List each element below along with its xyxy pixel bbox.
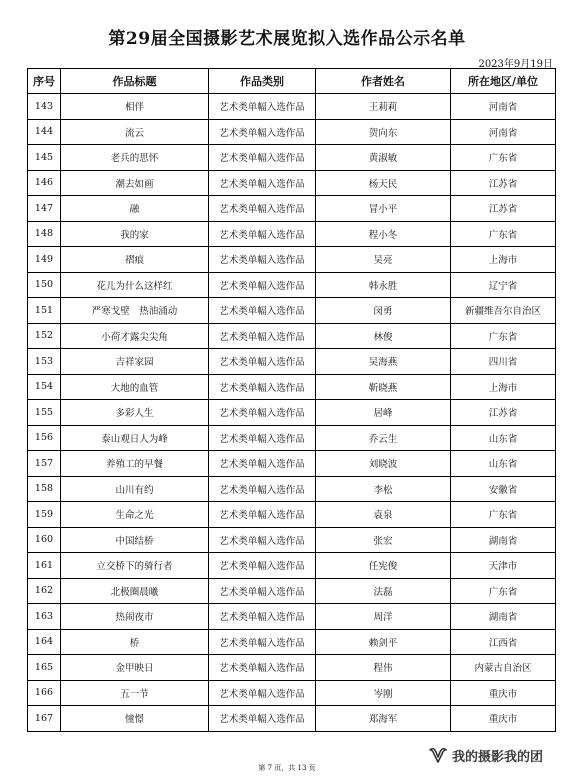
cell-author: 刘晓波 bbox=[316, 451, 451, 477]
cell-category: 艺术类单幅入选作品 bbox=[209, 170, 316, 196]
cell-category: 艺术类单幅入选作品 bbox=[209, 706, 316, 732]
cell-author: 韩永胜 bbox=[316, 272, 451, 298]
cell-category: 艺术类单幅入选作品 bbox=[209, 349, 316, 375]
header-category: 作品类别 bbox=[209, 69, 316, 94]
cell-title: 金甲映日 bbox=[61, 655, 209, 681]
cell-region: 辽宁省 bbox=[451, 272, 556, 298]
table-header-row bbox=[28, 69, 556, 94]
cell-title: 大地的血管 bbox=[61, 374, 209, 400]
table-row bbox=[28, 272, 556, 298]
cell-author: 程伟 bbox=[316, 655, 451, 681]
cell-category: 艺术类单幅入选作品 bbox=[209, 553, 316, 579]
cell-region: 广东省 bbox=[451, 221, 556, 247]
cell-author: 张宏 bbox=[316, 527, 451, 553]
cell-title: 流云 bbox=[61, 119, 209, 145]
cell-author: 杨天民 bbox=[316, 170, 451, 196]
cell-region: 湖南省 bbox=[451, 604, 556, 630]
cell-region: 湖南省 bbox=[451, 527, 556, 553]
cell-no: 150 bbox=[28, 272, 61, 298]
cell-region: 内蒙古自治区 bbox=[451, 655, 556, 681]
cell-region: 广东省 bbox=[451, 323, 556, 349]
cell-author: 乔云生 bbox=[316, 425, 451, 451]
table-row bbox=[28, 502, 556, 528]
cell-region: 广东省 bbox=[451, 578, 556, 604]
cell-title: 多彩人生 bbox=[61, 400, 209, 426]
cell-no: 145 bbox=[28, 145, 61, 171]
cell-title: 我的家 bbox=[61, 221, 209, 247]
cell-author: 居峰 bbox=[316, 400, 451, 426]
cell-region: 江苏省 bbox=[451, 170, 556, 196]
cell-region: 新疆维吾尔自治区 bbox=[451, 298, 556, 324]
cell-title: 立交桥下的骑行者 bbox=[61, 553, 209, 579]
cell-author: 贺向东 bbox=[316, 119, 451, 145]
cell-author: 岑刚 bbox=[316, 680, 451, 706]
cell-title: 五一节 bbox=[61, 680, 209, 706]
table-row bbox=[28, 655, 556, 681]
table-row bbox=[28, 323, 556, 349]
cell-category: 艺术类单幅入选作品 bbox=[209, 196, 316, 222]
table-row bbox=[28, 298, 556, 324]
cell-no: 143 bbox=[28, 94, 61, 120]
cell-category: 艺术类单幅入选作品 bbox=[209, 451, 316, 477]
table-row bbox=[28, 349, 556, 375]
cell-no: 161 bbox=[28, 553, 61, 579]
cell-region: 安徽省 bbox=[451, 476, 556, 502]
cell-no: 163 bbox=[28, 604, 61, 630]
cell-author: 赖剑平 bbox=[316, 629, 451, 655]
cell-region: 重庆市 bbox=[451, 680, 556, 706]
cell-title: 山川有约 bbox=[61, 476, 209, 502]
cell-no: 157 bbox=[28, 451, 61, 477]
cell-title: 热闹夜市 bbox=[61, 604, 209, 630]
cell-no: 151 bbox=[28, 298, 61, 324]
cell-no: 162 bbox=[28, 578, 61, 604]
cell-author: 郑海军 bbox=[316, 706, 451, 732]
cell-category: 艺术类单幅入选作品 bbox=[209, 476, 316, 502]
cell-region: 重庆市 bbox=[451, 706, 556, 732]
cell-no: 144 bbox=[28, 119, 61, 145]
header-region: 所在地区/单位 bbox=[451, 69, 556, 94]
cell-no: 165 bbox=[28, 655, 61, 681]
cell-category: 艺术类单幅入选作品 bbox=[209, 119, 316, 145]
entries-table bbox=[27, 68, 556, 732]
table-row bbox=[28, 451, 556, 477]
cell-title: 北极圈晨曦 bbox=[61, 578, 209, 604]
cell-no: 166 bbox=[28, 680, 61, 706]
cell-region: 河南省 bbox=[451, 119, 556, 145]
table-row bbox=[28, 425, 556, 451]
table-row bbox=[28, 706, 556, 732]
table-row bbox=[28, 629, 556, 655]
cell-title: 中国结桥 bbox=[61, 527, 209, 553]
cell-title: 花儿为什么这样红 bbox=[61, 272, 209, 298]
cell-no: 154 bbox=[28, 374, 61, 400]
table-row bbox=[28, 247, 556, 273]
cell-title: 泰山观日人为峰 bbox=[61, 425, 209, 451]
cell-author: 周洋 bbox=[316, 604, 451, 630]
cell-region: 天津市 bbox=[451, 553, 556, 579]
cell-region: 山东省 bbox=[451, 425, 556, 451]
cell-category: 艺术类单幅入选作品 bbox=[209, 604, 316, 630]
cell-title: 潮去如画 bbox=[61, 170, 209, 196]
cell-author: 黄淑敏 bbox=[316, 145, 451, 171]
page-title: 第29届全国摄影艺术展览拟入选作品公示名单 bbox=[108, 29, 466, 49]
cell-category: 艺术类单幅入选作品 bbox=[209, 145, 316, 171]
cell-author: 袁泉 bbox=[316, 502, 451, 528]
cell-no: 148 bbox=[28, 221, 61, 247]
table-row bbox=[28, 119, 556, 145]
cell-category: 艺术类单幅入选作品 bbox=[209, 680, 316, 706]
cell-category: 艺术类单幅入选作品 bbox=[209, 400, 316, 426]
table-row bbox=[28, 170, 556, 196]
cell-author: 林俊 bbox=[316, 323, 451, 349]
publish-date: 2023年9月19日 bbox=[478, 59, 553, 70]
cell-region: 四川省 bbox=[451, 349, 556, 375]
cell-region: 江苏省 bbox=[451, 196, 556, 222]
cell-category: 艺术类单幅入选作品 bbox=[209, 247, 316, 273]
cell-category: 艺术类单幅入选作品 bbox=[209, 578, 316, 604]
cell-author: 李松 bbox=[316, 476, 451, 502]
table-row bbox=[28, 145, 556, 171]
cell-no: 147 bbox=[28, 196, 61, 222]
cell-category: 艺术类单幅入选作品 bbox=[209, 527, 316, 553]
table-row bbox=[28, 476, 556, 502]
cell-title: 小荷才露尖尖角 bbox=[61, 323, 209, 349]
cell-no: 146 bbox=[28, 170, 61, 196]
cell-region: 广东省 bbox=[451, 502, 556, 528]
header-no: 序号 bbox=[28, 69, 61, 94]
cell-author: 程小冬 bbox=[316, 221, 451, 247]
cell-author: 任宪俊 bbox=[316, 553, 451, 579]
cell-title: 融 bbox=[61, 196, 209, 222]
cell-no: 160 bbox=[28, 527, 61, 553]
table-row bbox=[28, 196, 556, 222]
cell-author: 冒小平 bbox=[316, 196, 451, 222]
cell-title: 褶痕 bbox=[61, 247, 209, 273]
cell-region: 江苏省 bbox=[451, 400, 556, 426]
cell-category: 艺术类单幅入选作品 bbox=[209, 94, 316, 120]
table-row bbox=[28, 374, 556, 400]
cell-no: 153 bbox=[28, 349, 61, 375]
table-row bbox=[28, 604, 556, 630]
cell-no: 164 bbox=[28, 629, 61, 655]
cell-category: 艺术类单幅入选作品 bbox=[209, 629, 316, 655]
header-title: 作品标题 bbox=[61, 69, 209, 94]
cell-author: 王莉莉 bbox=[316, 94, 451, 120]
table-row bbox=[28, 578, 556, 604]
header-author: 作者姓名 bbox=[316, 69, 451, 94]
cell-region: 广东省 bbox=[451, 145, 556, 171]
page-number: 第 7 页，共 13 页 bbox=[258, 764, 316, 772]
table-row bbox=[28, 553, 556, 579]
table-row bbox=[28, 680, 556, 706]
cell-category: 艺术类单幅入选作品 bbox=[209, 374, 316, 400]
cell-title: 憧憬 bbox=[61, 706, 209, 732]
cell-category: 艺术类单幅入选作品 bbox=[209, 323, 316, 349]
cell-title: 生命之光 bbox=[61, 502, 209, 528]
cell-author: 吴亮 bbox=[316, 247, 451, 273]
table-row bbox=[28, 94, 556, 120]
cell-title: 老兵的思怀 bbox=[61, 145, 209, 171]
cell-region: 上海市 bbox=[451, 247, 556, 273]
cell-no: 158 bbox=[28, 476, 61, 502]
table-row bbox=[28, 221, 556, 247]
cell-title: 养殖工的早餐 bbox=[61, 451, 209, 477]
account-watermark bbox=[428, 744, 543, 766]
cell-region: 山东省 bbox=[451, 451, 556, 477]
wechat-channel-icon bbox=[428, 746, 448, 764]
cell-category: 艺术类单幅入选作品 bbox=[209, 298, 316, 324]
watermark-text: 我的摄影我的团 bbox=[452, 749, 544, 765]
cell-no: 152 bbox=[28, 323, 61, 349]
cell-author: 法磊 bbox=[316, 578, 451, 604]
cell-category: 艺术类单幅入选作品 bbox=[209, 272, 316, 298]
cell-region: 江西省 bbox=[451, 629, 556, 655]
cell-category: 艺术类单幅入选作品 bbox=[209, 502, 316, 528]
cell-title: 桥 bbox=[61, 629, 209, 655]
cell-author: 吴海燕 bbox=[316, 349, 451, 375]
cell-no: 167 bbox=[28, 706, 61, 732]
cell-title: 相伴 bbox=[61, 94, 209, 120]
table-row bbox=[28, 527, 556, 553]
cell-no: 155 bbox=[28, 400, 61, 426]
cell-category: 艺术类单幅入选作品 bbox=[209, 655, 316, 681]
table-row bbox=[28, 400, 556, 426]
cell-title: 严寒戈壁 热油涌动 bbox=[61, 298, 209, 324]
cell-author: 靳晓燕 bbox=[316, 374, 451, 400]
cell-category: 艺术类单幅入选作品 bbox=[209, 425, 316, 451]
cell-no: 156 bbox=[28, 425, 61, 451]
cell-no: 149 bbox=[28, 247, 61, 273]
cell-title: 吉祥家园 bbox=[61, 349, 209, 375]
cell-author: 闵勇 bbox=[316, 298, 451, 324]
cell-no: 159 bbox=[28, 502, 61, 528]
cell-category: 艺术类单幅入选作品 bbox=[209, 221, 316, 247]
cell-region: 上海市 bbox=[451, 374, 556, 400]
cell-region: 河南省 bbox=[451, 94, 556, 120]
